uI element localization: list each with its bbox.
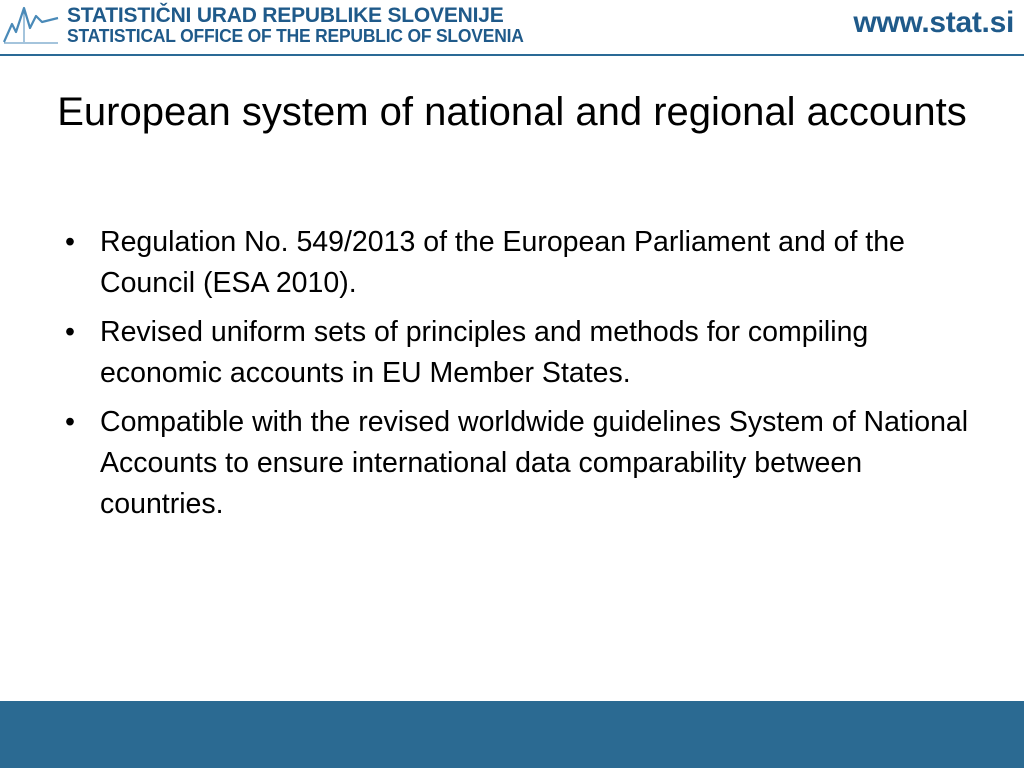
bullet-dot-icon: •	[65, 226, 75, 258]
bullet-text: Compatible with the revised worldwide guidelines System of National Accounts to ensure international data comparability between countries.	[100, 406, 969, 520]
website-link[interactable]: www.stat.si	[853, 6, 1014, 39]
organization-name-slovenian: STATISTIČNI URAD REPUBLIKE SLOVENIJE	[67, 4, 504, 27]
bullet-item	[58, 222, 978, 304]
bullet-dot-icon: •	[65, 316, 75, 348]
slide-title: European system of national and regional accounts	[57, 90, 967, 134]
bullet-dot-icon: •	[65, 406, 75, 438]
footer-band	[0, 701, 1024, 768]
organization-name	[67, 5, 538, 47]
header-divider	[0, 54, 1024, 56]
organization-name-english: STATISTICAL OFFICE OF THE REPUBLIC OF SLOVENIA	[67, 26, 524, 46]
bullet-text: Regulation No. 549/2013 of the European Parliament and of the Council (ESA 2010).	[100, 226, 905, 299]
zigzag-chart-logo-icon	[2, 2, 60, 46]
bullet-item	[58, 312, 978, 394]
bullet-list	[58, 222, 978, 533]
slide-header	[0, 0, 1024, 58]
bullet-text: Revised uniform sets of principles and methods for compiling economic accounts in EU Member States.	[100, 316, 869, 389]
bullet-item	[58, 402, 978, 525]
